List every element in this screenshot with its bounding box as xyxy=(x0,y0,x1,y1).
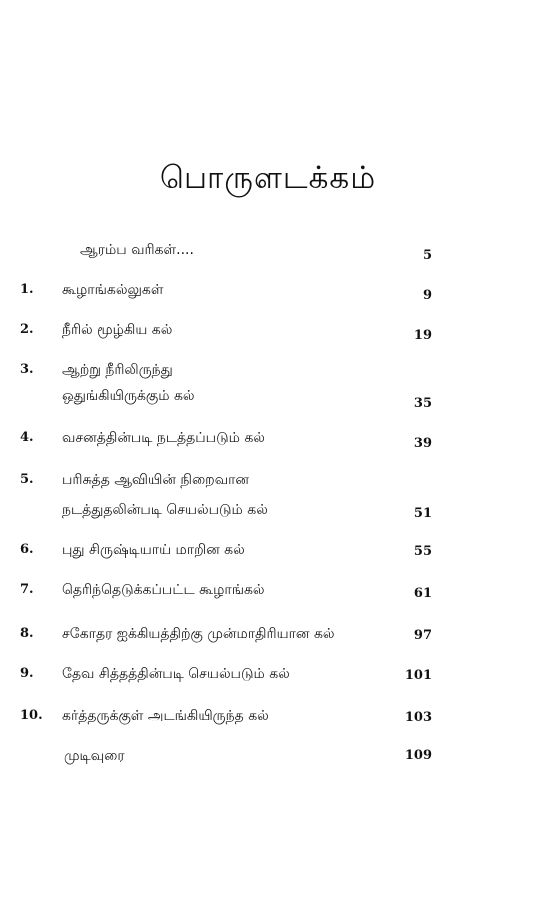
entry-page-number: 19 xyxy=(413,328,432,343)
entry-number: 3. xyxy=(20,362,34,377)
entry-number: 5. xyxy=(20,472,34,487)
entry-title-line: பரிசுத்த ஆவியின் நிறைவான xyxy=(62,472,250,488)
entry-page-number: 109 xyxy=(404,748,432,763)
entry-page-number: 35 xyxy=(413,396,432,411)
entry-page-number: 103 xyxy=(404,710,432,725)
entry-page-number: 61 xyxy=(413,586,432,601)
entry-page-number: 9 xyxy=(422,288,432,303)
entry-number: 9. xyxy=(20,666,34,681)
entry-title: ஆரம்ப வரிகள்.... xyxy=(80,242,194,258)
entry-page-number: 51 xyxy=(413,506,432,521)
entry-title: வசனத்தின்படி நடத்தப்படும் கல் xyxy=(62,430,265,446)
entry-title: முடிவுரை xyxy=(64,748,125,764)
entry-title: நீரில் மூழ்கிய கல் xyxy=(62,322,173,338)
entry-page-number: 5 xyxy=(422,248,432,263)
entry-title: புது சிருஷ்டியாய் மாறின கல் xyxy=(62,542,245,558)
entry-page-number: 39 xyxy=(413,436,432,451)
entry-title: சகோதர ஐக்கியத்திற்கு முன்மாதிரியான கல் xyxy=(62,626,335,642)
entry-title: கர்த்தருக்குள் அடங்கியிருந்த கல் xyxy=(62,708,269,724)
entry-title-line: ஒதுங்கியிருக்கும் கல் xyxy=(62,388,195,404)
entry-title: தெரிந்தெடுக்கப்பட்ட கூழாங்கல் xyxy=(62,582,265,598)
entry-page-number: 101 xyxy=(404,668,432,683)
page-title: பொருளடக்கம் xyxy=(159,160,377,196)
entry-page-number: 55 xyxy=(413,544,432,559)
entry-number: 7. xyxy=(20,582,34,597)
entry-title: தேவ சித்தத்தின்படி செயல்படும் கல் xyxy=(62,666,290,682)
entry-title: கூழாங்கல்லுகள் xyxy=(62,282,164,298)
entry-number: 1. xyxy=(20,282,34,297)
entry-title-line: ஆற்று நீரிலிருந்து xyxy=(62,362,173,378)
entry-title-line: நடத்துதலின்படி செயல்படும் கல் xyxy=(62,502,268,518)
entry-number: 2. xyxy=(20,322,34,337)
entry-number: 10. xyxy=(20,708,43,723)
entry-number: 6. xyxy=(20,542,34,557)
entry-number: 4. xyxy=(20,430,34,445)
entry-number: 8. xyxy=(20,626,34,641)
entry-page-number: 97 xyxy=(413,628,432,643)
